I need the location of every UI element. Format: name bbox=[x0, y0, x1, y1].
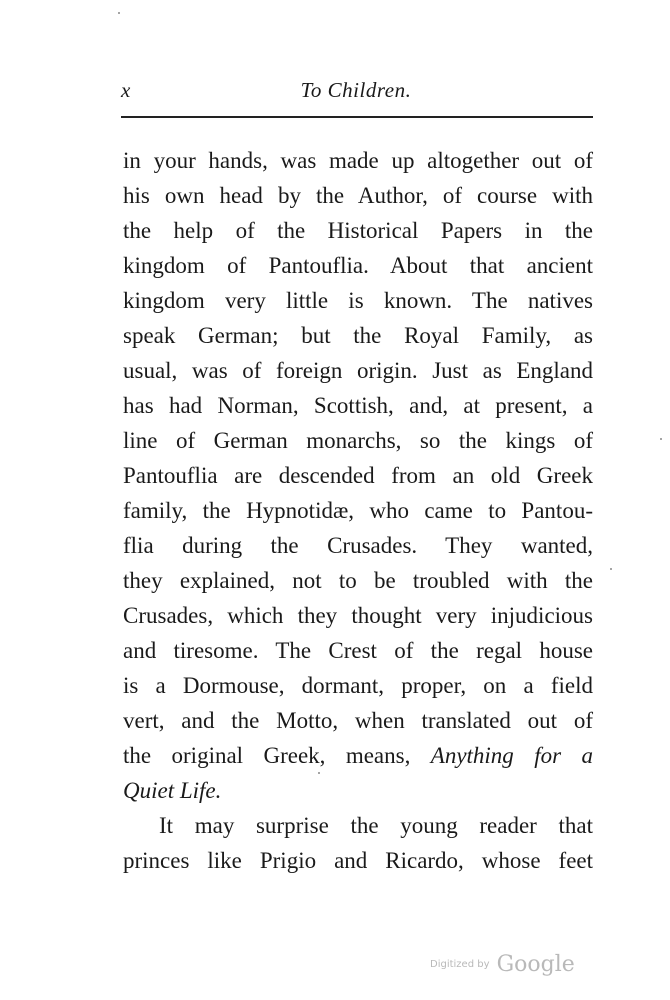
text-line bbox=[123, 143, 593, 178]
watermark-brand-logo: Google bbox=[496, 952, 575, 977]
text-line bbox=[123, 318, 593, 353]
text-line bbox=[123, 213, 593, 248]
text-line bbox=[123, 563, 593, 598]
text-line bbox=[123, 248, 593, 283]
text-line bbox=[123, 423, 593, 458]
header-rule bbox=[121, 116, 593, 118]
page-number: x bbox=[121, 78, 131, 102]
italic-motto: Quiet Life. bbox=[123, 778, 222, 803]
text-line bbox=[123, 808, 593, 843]
line-text: his own head by the Author, of course with bbox=[123, 183, 593, 208]
body-text bbox=[123, 143, 593, 878]
paper-speck bbox=[610, 568, 612, 570]
text-line bbox=[123, 493, 593, 528]
line-text: speak German; but the Royal Family, as bbox=[123, 323, 593, 348]
text-line bbox=[123, 283, 593, 318]
text-line bbox=[123, 528, 593, 563]
text-line bbox=[123, 458, 593, 493]
italic-motto: Anything for a bbox=[430, 743, 593, 768]
line-text: usual, was of foreign origin. Just as England bbox=[123, 358, 593, 383]
line-text: Pantouflia are descended from an old Greek bbox=[123, 463, 593, 488]
line-text: the original Greek, means, bbox=[123, 743, 411, 768]
text-line bbox=[123, 773, 593, 808]
paper-speck bbox=[118, 12, 120, 14]
running-title: To Children. bbox=[300, 78, 412, 102]
line-text: flia during the Crusades. They wanted, bbox=[123, 533, 593, 558]
line-text: vert, and the Motto, when translated out of bbox=[123, 708, 593, 733]
line-text: in your hands, was made up altogether out of bbox=[123, 148, 593, 173]
text-line bbox=[123, 353, 593, 388]
line-text: and tiresome. The Crest of the regal house bbox=[123, 638, 593, 663]
text-line bbox=[123, 738, 593, 773]
line-text: Crusades, which they thought very injudicious bbox=[123, 603, 593, 628]
text-line bbox=[123, 388, 593, 423]
running-head bbox=[121, 78, 591, 106]
line-text: the help of the Historical Papers in the bbox=[123, 218, 593, 243]
line-text: they explained, not to be troubled with the bbox=[123, 568, 593, 593]
text-line bbox=[123, 703, 593, 738]
paper-speck bbox=[318, 772, 320, 774]
text-line bbox=[123, 633, 593, 668]
line-text: kingdom very little is known. The natives bbox=[123, 288, 593, 313]
line-text: has had Norman, Scottish, and, at present, a bbox=[123, 393, 593, 418]
line-text: kingdom of Pantouflia. About that ancient bbox=[123, 253, 593, 278]
text-line bbox=[123, 598, 593, 633]
watermark-prefix: Digitized by bbox=[430, 959, 490, 970]
text-line bbox=[123, 843, 593, 878]
digitized-watermark bbox=[430, 952, 575, 977]
line-text: is a Dormouse, dormant, proper, on a field bbox=[123, 673, 593, 698]
line-text: family, the Hypnotidæ, who came to Pantou- bbox=[123, 498, 593, 523]
line-text: It may surprise the young reader that bbox=[159, 813, 593, 838]
line-text: line of German monarchs, so the kings of bbox=[123, 428, 593, 453]
paper-speck bbox=[660, 438, 662, 440]
line-text: princes like Prigio and Ricardo, whose feet bbox=[123, 848, 593, 873]
text-line bbox=[123, 178, 593, 213]
text-line bbox=[123, 668, 593, 703]
